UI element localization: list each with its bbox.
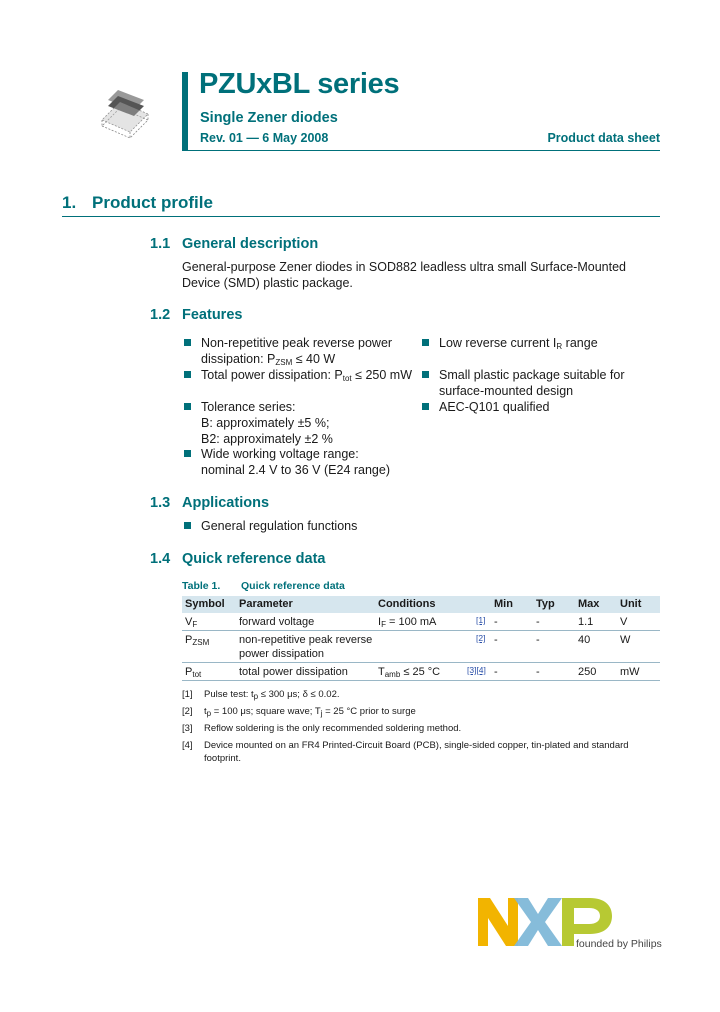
- feature-item: [201, 446, 390, 478]
- subsection-title: General description: [182, 236, 319, 252]
- column-header-conditions: Conditions: [378, 598, 436, 610]
- footnote-link[interactable]: [476, 613, 485, 629]
- feature-line: Small plastic package suitable for: [439, 368, 625, 382]
- footnote-mark: [3]: [182, 723, 193, 734]
- cell-unit: mW: [620, 666, 640, 678]
- feature-item: [439, 335, 598, 355]
- reference[interactable]: [3][4]: [467, 665, 486, 675]
- footnote-mark: [2]: [182, 706, 193, 717]
- row-divider: [182, 662, 660, 663]
- subscript: F: [192, 620, 198, 629]
- text-fragment: ≤ 25 °C: [400, 666, 441, 678]
- feature-line: Tolerance series:: [201, 400, 296, 414]
- cell-typ: -: [536, 634, 540, 646]
- cell-typ: -: [536, 666, 540, 678]
- header-accent-bar: [182, 72, 188, 150]
- subscript: F: [381, 620, 386, 629]
- subsection-number: 1.3: [150, 495, 171, 511]
- feature-item: [201, 367, 412, 387]
- feature-line: nominal 2.4 V to 36 V (E24 range): [201, 463, 391, 477]
- table-title: Quick reference data: [241, 580, 345, 592]
- cell-min: -: [494, 634, 498, 646]
- general-description: [182, 259, 626, 291]
- bullet-icon: [422, 403, 429, 410]
- subscript: R: [556, 342, 563, 351]
- column-header-symbol: Symbol: [185, 598, 225, 610]
- row-divider: [182, 680, 660, 681]
- description-line: General-purpose Zener diodes in SOD882 leadless ultra small Surface-Mounted: [182, 260, 626, 274]
- text-fragment: range: [562, 336, 598, 350]
- subscript: tot: [342, 374, 352, 383]
- subsection-number: 1.2: [150, 307, 171, 323]
- text-fragment: = 100 mA: [385, 616, 437, 628]
- logo-tagline: founded by Philips: [576, 938, 662, 950]
- reference[interactable]: [2]: [476, 633, 486, 643]
- text-fragment: I: [378, 616, 382, 628]
- header-rule: [182, 150, 660, 151]
- feature-line: Wide working voltage range:: [201, 447, 359, 461]
- subscript: amb: [384, 670, 401, 679]
- subscript: p: [253, 692, 259, 701]
- bullet-icon: [184, 339, 191, 346]
- bullet-icon: [184, 403, 191, 410]
- cell-parameter: [239, 633, 372, 661]
- cell-max: 1.1: [578, 616, 594, 628]
- table-label: Table 1.: [182, 580, 221, 592]
- footnote-mark: [4]: [182, 740, 193, 751]
- subsection-title: Features: [182, 307, 243, 323]
- text-fragment: T: [378, 666, 385, 678]
- application-item: General regulation functions: [201, 519, 358, 533]
- feature-line: [201, 367, 412, 387]
- column-header-min: Min: [494, 598, 513, 610]
- description-line: Device (SMD) plastic package.: [182, 276, 353, 290]
- cell-min: -: [494, 616, 498, 628]
- column-header-max: Max: [578, 598, 600, 610]
- feature-line: [439, 335, 598, 355]
- column-header-typ: Typ: [536, 598, 555, 610]
- document-title: PZUxBL series: [199, 68, 400, 100]
- text-fragment: = 100 μs; square wave; T: [211, 706, 321, 717]
- subscript: p: [206, 709, 212, 718]
- cell-parameter: total power dissipation: [239, 666, 348, 678]
- feature-item: [201, 399, 333, 447]
- footnote-link[interactable]: [467, 663, 486, 679]
- cell-symbol: [185, 633, 209, 650]
- section-rule: [62, 216, 660, 217]
- bullet-icon: [422, 371, 429, 378]
- text-fragment: ≤ 250 mW: [351, 368, 413, 382]
- feature-line: Non-repetitive peak reverse power: [201, 336, 393, 350]
- section-number: 1.: [62, 193, 77, 212]
- feature-item: [439, 367, 625, 399]
- footnote-text: [204, 739, 629, 765]
- bullet-icon: [422, 339, 429, 346]
- feature-line: surface-mounted design: [439, 384, 574, 398]
- bullet-icon: [184, 371, 191, 378]
- text-fragment: t: [204, 706, 207, 717]
- feature-line: AEC-Q101 qualified: [439, 400, 550, 414]
- footnote-mark: [1]: [182, 689, 193, 700]
- text-fragment: ≤ 300 μs; δ ≤ 0.02.: [258, 689, 340, 700]
- text-fragment: = 25 °C prior to surge: [322, 706, 416, 717]
- footnote-link[interactable]: [476, 631, 485, 647]
- cell-parameter: forward voltage: [239, 616, 315, 628]
- text-fragment: Total power dissipation: P: [201, 368, 343, 382]
- text-fragment: Pulse test: t: [204, 689, 254, 700]
- reference[interactable]: [1]: [476, 615, 486, 625]
- column-header-parameter: Parameter: [239, 598, 293, 610]
- text-fragment: P: [185, 666, 193, 678]
- column-header-unit: Unit: [620, 598, 642, 610]
- text-fragment: V: [185, 616, 193, 628]
- document-type: Product data sheet: [547, 131, 660, 145]
- subscript: tot: [192, 670, 202, 679]
- revision-date: Rev. 01 — 6 May 2008: [200, 131, 329, 145]
- cell-unit: V: [620, 616, 628, 628]
- footnote-text: [204, 705, 416, 720]
- subsection-title: Applications: [182, 495, 270, 511]
- subsection-number: 1.1: [150, 236, 171, 252]
- subscript: j: [320, 709, 323, 718]
- document-subtitle: Single Zener diodes: [200, 110, 338, 126]
- text-fragment: dissipation: P: [201, 352, 276, 366]
- cell-min: -: [494, 666, 498, 678]
- cell-max: 250: [578, 666, 597, 678]
- bullet-icon: [184, 450, 191, 457]
- text-line: Device mounted on an FR4 Printed-Circuit Board (PCB), single-sided copper, tin-plated and standard: [204, 740, 629, 751]
- subscript: ZSM: [192, 638, 210, 647]
- text-fragment: P: [185, 634, 193, 646]
- cell-typ: -: [536, 616, 540, 628]
- text-line: footprint.: [204, 753, 241, 764]
- feature-line: B: approximately ±5 %;: [201, 416, 330, 430]
- section-title: Product profile: [92, 193, 213, 212]
- text-fragment: ≤ 40 W: [292, 352, 336, 366]
- feature-line: B2: approximately ±2 %: [201, 432, 333, 446]
- feature-item: [201, 335, 392, 371]
- text-line: power dissipation: [239, 648, 324, 660]
- cell-unit: W: [620, 634, 631, 646]
- package-outline-icon: [92, 80, 152, 146]
- subsection-number: 1.4: [150, 551, 171, 567]
- footnote-text: Reflow soldering is the only recommended soldering method.: [204, 723, 462, 734]
- subsection-title: Quick reference data: [182, 551, 326, 567]
- row-divider: [182, 630, 660, 631]
- bullet-icon: [184, 522, 191, 529]
- text-line: non-repetitive peak reverse: [239, 634, 373, 646]
- cell-max: 40: [578, 634, 591, 646]
- text-fragment: Low reverse current I: [439, 336, 557, 350]
- feature-item: [439, 399, 549, 415]
- footnote-text: [204, 688, 340, 703]
- subscript: ZSM: [275, 358, 293, 367]
